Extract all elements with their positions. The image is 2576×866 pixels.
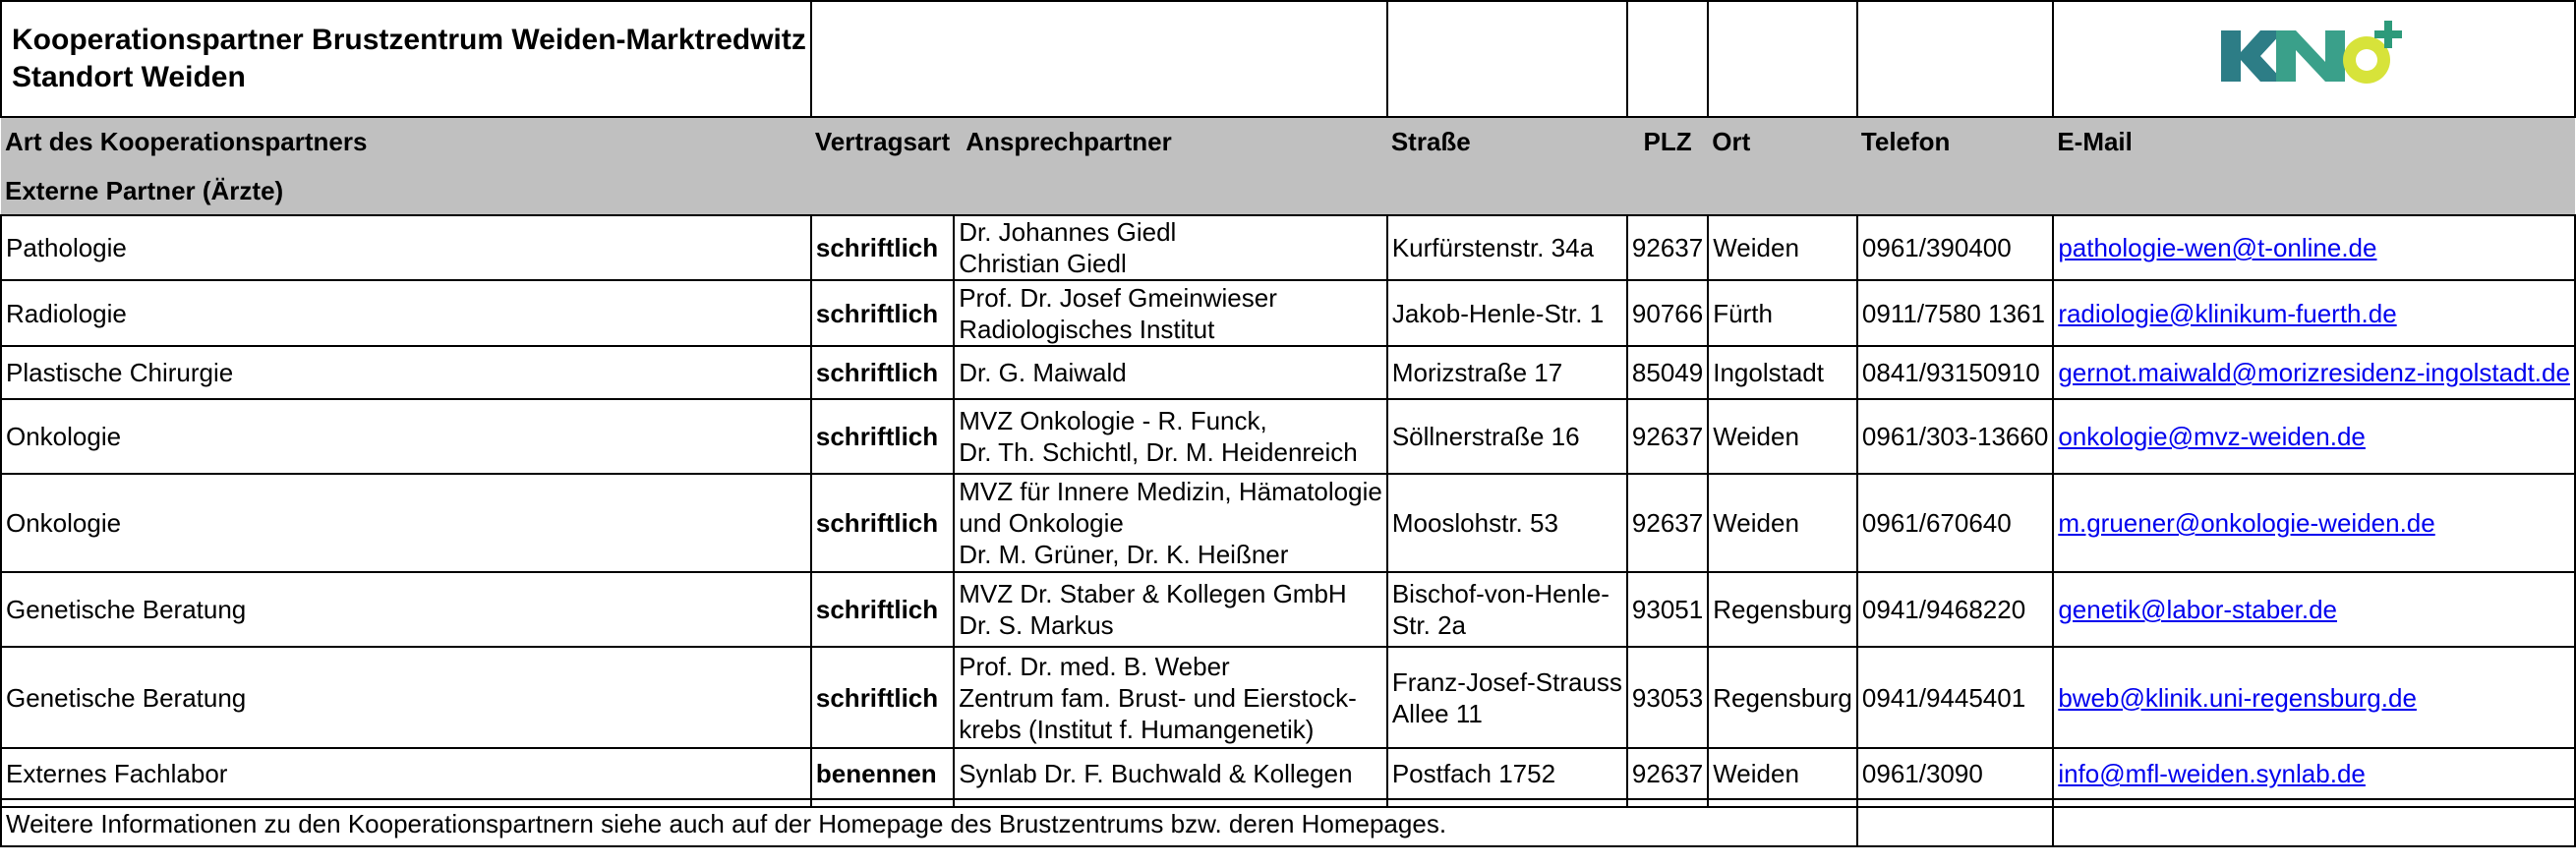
strasse-line: Mooslohstr. 53 xyxy=(1391,508,1558,538)
cell-plz: 93051 xyxy=(1627,572,1708,647)
email-link[interactable]: gernot.maiwald@morizresidenz-ingolstadt.de xyxy=(2058,358,2570,387)
title-empty-cell xyxy=(1387,1,1627,117)
email-link[interactable]: info@mfl-weiden.synlab.de xyxy=(2058,759,2366,788)
col-header-ansprechpartner: Ansprechpartner xyxy=(954,117,1387,166)
cell-ort: Weiden xyxy=(1708,399,1857,474)
strasse-line: Str. 2a xyxy=(1391,610,1466,640)
spacer-cell xyxy=(811,799,954,807)
spacer-cell xyxy=(954,799,1387,807)
cell-ansprechpartner xyxy=(954,572,1387,647)
table-row xyxy=(1,346,2575,399)
section-row xyxy=(1,166,2575,215)
cell-strasse xyxy=(1387,280,1627,346)
cell-strasse xyxy=(1387,399,1627,474)
cell-vertragsart: schriftlich xyxy=(811,280,954,346)
ansprechpartner-line: krebs (Institut f. Humangenetik) xyxy=(959,714,1315,744)
cell-telefon: 0961/670640 xyxy=(1857,474,2053,572)
ansprechpartner-line: Dr. G. Maiwald xyxy=(959,358,1127,387)
table-row xyxy=(1,647,2575,748)
ansprechpartner-line: Prof. Dr. med. B. Weber xyxy=(959,651,1230,681)
ansprechpartner-line: Dr. Th. Schichtl, Dr. M. Heidenreich xyxy=(959,437,1358,467)
strasse-line: Söllnerstraße 16 xyxy=(1391,422,1580,451)
table-row xyxy=(1,748,2575,799)
spacer-cell xyxy=(1708,799,1857,807)
cell-ansprechpartner xyxy=(954,280,1387,346)
cell-strasse xyxy=(1387,215,1627,280)
kno-logo xyxy=(2211,17,2418,95)
strasse-line: Franz-Josef-Strauss xyxy=(1391,666,1622,697)
cell-ansprechpartner xyxy=(954,215,1387,280)
cell-vertragsart: schriftlich xyxy=(811,647,954,748)
title-empty-cell xyxy=(1708,1,1857,117)
cell-art: Pathologie xyxy=(1,215,811,280)
cell-ort: Ingolstadt xyxy=(1708,346,1857,399)
ansprechpartner-line: Prof. Dr. Josef Gmeinwieser xyxy=(959,282,1277,313)
spacer-cell xyxy=(1387,799,1627,807)
cell-strasse xyxy=(1387,647,1627,748)
cell-ort: Weiden xyxy=(1708,748,1857,799)
strasse-line: Postfach 1752 xyxy=(1391,759,1556,788)
strasse-line: Bischof-von-Henle- xyxy=(1391,579,1610,608)
title-line-1: Kooperationspartner Brustzentrum Weiden-Marktredwitz xyxy=(12,24,806,56)
strasse-line: Allee 11 xyxy=(1391,698,1483,728)
ansprechpartner-line: Dr. M. Grüner, Dr. K. Heißner xyxy=(959,540,1289,569)
cell-art: Genetische Beratung xyxy=(1,572,811,647)
ansprechpartner-line: MVZ Onkologie - R. Funck, xyxy=(959,406,1267,435)
strasse-line: Jakob-Henle-Str. 1 xyxy=(1391,298,1605,328)
table-row xyxy=(1,474,2575,572)
cell-vertragsart: schriftlich xyxy=(811,572,954,647)
cell-strasse xyxy=(1387,748,1627,799)
col-header-email: E-Mail xyxy=(2053,117,2575,166)
ansprechpartner-line: Zentrum fam. Brust- und Eierstock- xyxy=(959,682,1357,713)
ansprechpartner-line: Dr. Johannes Giedl xyxy=(959,217,1177,247)
title-spacer xyxy=(954,1,1387,117)
cell-telefon: 0911/7580 1361 xyxy=(1857,280,2053,346)
cell-ansprechpartner xyxy=(954,399,1387,474)
cell-telefon: 0961/390400 xyxy=(1857,215,2053,280)
ansprechpartner-line: Christian Giedl xyxy=(959,249,1127,278)
cell-plz: 92637 xyxy=(1627,474,1708,572)
cell-strasse xyxy=(1387,346,1627,399)
cell-art: Radiologie xyxy=(1,280,811,346)
cell-telefon: 0961/3090 xyxy=(1857,748,2053,799)
cell-art: Genetische Beratung xyxy=(1,647,811,748)
cell-vertragsart: benennen xyxy=(811,748,954,799)
cell-email xyxy=(2053,215,2575,280)
cell-art: Externes Fachlabor xyxy=(1,748,811,799)
cell-plz: 90766 xyxy=(1627,280,1708,346)
ansprechpartner-line: Radiologisches Institut xyxy=(959,314,1215,344)
title-empty-cell xyxy=(1857,1,2053,117)
cell-strasse xyxy=(1387,474,1627,572)
page-title xyxy=(1,1,811,117)
table-row xyxy=(1,399,2575,474)
email-link[interactable]: pathologie-wen@t-online.de xyxy=(2058,233,2377,262)
cell-art: Onkologie xyxy=(1,474,811,572)
col-header-ort: Ort xyxy=(1708,117,1857,166)
spacer-cell xyxy=(1,799,811,807)
strasse-line: Morizstraße 17 xyxy=(1391,358,1563,387)
title-spacer xyxy=(811,1,954,117)
column-header-row xyxy=(1,117,2575,166)
cell-ansprechpartner xyxy=(954,474,1387,572)
cell-email xyxy=(2053,399,2575,474)
spacer-cell xyxy=(2053,799,2575,807)
footer-empty-cell xyxy=(1857,807,2053,846)
cell-email xyxy=(2053,280,2575,346)
title-line-2: Standort Weiden xyxy=(12,61,246,93)
email-link[interactable]: genetik@labor-staber.de xyxy=(2058,595,2337,624)
cell-email xyxy=(2053,647,2575,748)
cell-telefon: 0941/9468220 xyxy=(1857,572,2053,647)
cell-telefon: 0941/9445401 xyxy=(1857,647,2053,748)
cell-art: Onkologie xyxy=(1,399,811,474)
cell-email xyxy=(2053,572,2575,647)
strasse-line: Kurfürstenstr. 34a xyxy=(1391,233,1595,262)
cell-vertragsart: schriftlich xyxy=(811,215,954,280)
col-header-art: Art des Kooperationspartners xyxy=(1,117,811,166)
col-header-strasse: Straße xyxy=(1387,117,1627,166)
cell-strasse xyxy=(1387,572,1627,647)
footer-row xyxy=(1,807,2575,846)
section-title: Externe Partner (Ärzte) xyxy=(1,166,2575,215)
cell-telefon: 0961/303-13660 xyxy=(1857,399,2053,474)
ansprechpartner-line: MVZ für Innere Medizin, Hämatologie xyxy=(959,477,1382,506)
cell-ansprechpartner xyxy=(954,647,1387,748)
col-header-vertragsart: Vertragsart xyxy=(811,117,954,166)
cell-ort: Weiden xyxy=(1708,474,1857,572)
cell-ort: Weiden xyxy=(1708,215,1857,280)
cell-plz: 92637 xyxy=(1627,215,1708,280)
cell-plz: 92637 xyxy=(1627,748,1708,799)
col-header-plz: PLZ xyxy=(1627,117,1708,166)
table-row xyxy=(1,280,2575,346)
cell-ansprechpartner xyxy=(954,346,1387,399)
title-row xyxy=(1,1,2575,117)
email-link[interactable]: onkologie@mvz-weiden.de xyxy=(2058,422,2366,451)
table-row xyxy=(1,572,2575,647)
title-empty-cell xyxy=(1627,1,1708,117)
cell-email xyxy=(2053,346,2575,399)
ansprechpartner-line: Dr. S. Markus xyxy=(959,610,1114,640)
logo-cell xyxy=(2053,1,2575,117)
cell-plz: 92637 xyxy=(1627,399,1708,474)
col-header-telefon: Telefon xyxy=(1857,117,2053,166)
cell-ort: Fürth xyxy=(1708,280,1857,346)
cell-vertragsart: schriftlich xyxy=(811,474,954,572)
email-link[interactable]: m.gruener@onkologie-weiden.de xyxy=(2058,508,2435,538)
cell-plz: 85049 xyxy=(1627,346,1708,399)
ansprechpartner-line: MVZ Dr. Staber & Kollegen GmbH xyxy=(959,579,1347,608)
ansprechpartner-line: und Onkologie xyxy=(959,508,1124,538)
cell-email xyxy=(2053,474,2575,572)
spacer-cell xyxy=(1627,799,1708,807)
spacer-cell xyxy=(1857,799,2053,807)
cell-vertragsart: schriftlich xyxy=(811,399,954,474)
footer-empty-cell xyxy=(2053,807,2575,846)
cell-ansprechpartner xyxy=(954,748,1387,799)
cell-ort: Regensburg xyxy=(1708,572,1857,647)
cell-ort: Regensburg xyxy=(1708,647,1857,748)
email-link[interactable]: radiologie@klinikum-fuerth.de xyxy=(2058,298,2397,328)
cell-vertragsart: schriftlich xyxy=(811,346,954,399)
cell-email xyxy=(2053,748,2575,799)
email-link[interactable]: bweb@klinik.uni-regensburg.de xyxy=(2058,682,2417,713)
footer-note: Weitere Informationen zu den Kooperationspartnern siehe auch auf der Homepage des Brustzentrums bzw. deren Homepages. xyxy=(1,807,1857,846)
spacer-row xyxy=(1,799,2575,807)
cell-plz: 93053 xyxy=(1627,647,1708,748)
ansprechpartner-line: Synlab Dr. F. Buchwald & Kollegen xyxy=(959,759,1353,788)
cell-art: Plastische Chirurgie xyxy=(1,346,811,399)
table-row xyxy=(1,215,2575,280)
cell-telefon: 0841/93150910 xyxy=(1857,346,2053,399)
